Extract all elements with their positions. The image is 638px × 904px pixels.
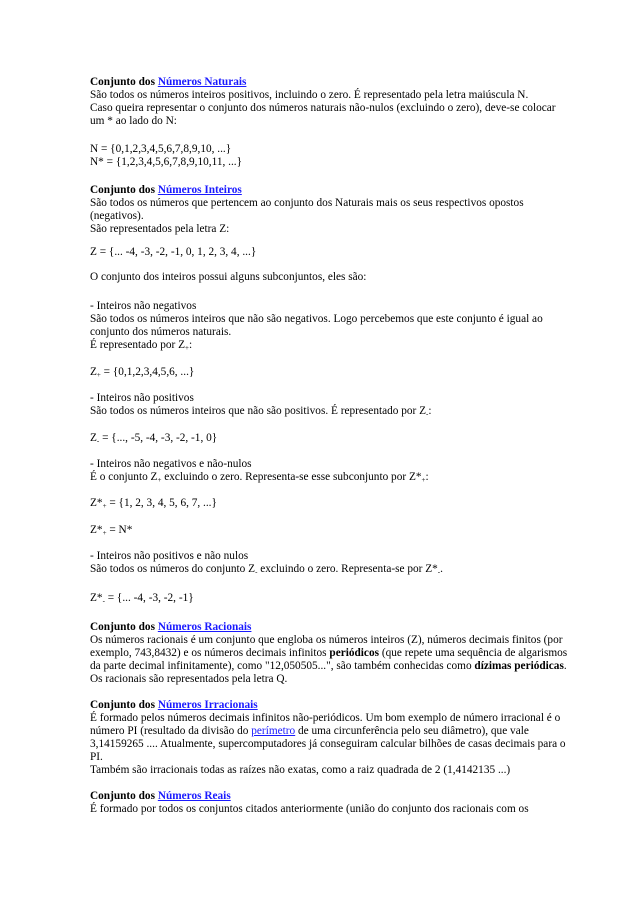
paragraph-line: Os racionais são representados pela letra Q. bbox=[90, 673, 288, 685]
paragraph-line: conjunto dos números naturais. bbox=[90, 326, 232, 338]
paragraph-line: Também são irracionais todas as raízes não exatas, como a raiz quadrada de 2 (1,4142135 ...) bbox=[90, 764, 511, 776]
link-numeros-reais[interactable]: Números Reais bbox=[157, 790, 231, 802]
text: É representado por Z bbox=[90, 339, 186, 351]
paragraph-line bbox=[90, 339, 192, 352]
paragraph-line bbox=[90, 647, 567, 660]
paragraph-line: Caso queira representar o conjunto dos números naturais não-nulos (excluindo o zero), deve-se colocar bbox=[90, 102, 556, 114]
text: número PI (resultado da divisão do bbox=[90, 725, 252, 737]
paragraph-line bbox=[90, 725, 529, 738]
paragraph-line: um * ao lado do N: bbox=[90, 115, 177, 127]
subscript: - bbox=[102, 597, 105, 605]
bold-term: periódicos bbox=[329, 647, 379, 659]
paragraph-line bbox=[90, 471, 429, 484]
text: . bbox=[563, 660, 567, 672]
heading-text: Conjunto dos bbox=[90, 621, 155, 633]
bold-term: dízimas periódicas bbox=[474, 660, 564, 672]
paragraph-line: São todos os números que pertencem ao conjunto dos Naturais mais os seus respectivos opostos bbox=[90, 197, 524, 209]
formula-line: N* = {1,2,3,4,5,6,7,8,9,10,11, ...} bbox=[90, 156, 243, 168]
text: excluindo o zero. Representa-se esse subconjunto por Z* bbox=[161, 471, 422, 483]
paragraph-line: PI. bbox=[90, 751, 103, 763]
text: São todos os números do conjunto Z bbox=[90, 563, 256, 575]
section-heading-reais bbox=[90, 790, 231, 803]
text: Z* bbox=[90, 524, 103, 536]
subscript: + bbox=[102, 529, 107, 537]
text: : bbox=[189, 339, 193, 351]
subscript: - bbox=[437, 568, 441, 576]
paragraph-line: Os números racionais é um conjunto que engloba os números inteiros (Z), números decimais finitos (por bbox=[90, 634, 563, 646]
text: Z* bbox=[90, 497, 103, 509]
text: Z* bbox=[90, 592, 103, 604]
subscript: - bbox=[96, 437, 100, 445]
subscript: + bbox=[185, 344, 189, 352]
heading-text: Conjunto dos bbox=[90, 184, 155, 196]
subset-title: - Inteiros não negativos e não-nulos bbox=[90, 458, 252, 470]
subset-title: - Inteiros não negativos bbox=[90, 300, 197, 312]
text: É o conjunto Z bbox=[90, 471, 158, 483]
subscript: - bbox=[255, 568, 258, 576]
text: da parte decimal infinitamente), como "12,050505...", são também conhecidas como bbox=[90, 660, 475, 672]
formula-line bbox=[90, 366, 194, 379]
heading-text: Conjunto dos bbox=[90, 76, 155, 88]
text: São todos os números inteiros que não são positivos. É representado por Z bbox=[90, 405, 427, 417]
subset-title: - Inteiros não positivos bbox=[90, 392, 194, 404]
formula-line bbox=[90, 432, 217, 445]
text: = {..., -5, -4, -3, -2, -1, 0} bbox=[99, 432, 218, 444]
text: de uma circunferência pelo seu diâmetro), que vale bbox=[295, 725, 529, 737]
link-numeros-inteiros[interactable]: Números Inteiros bbox=[157, 184, 242, 196]
subscript: + bbox=[157, 476, 162, 484]
heading-text: Conjunto dos bbox=[90, 790, 155, 802]
link-numeros-naturais[interactable]: Números Naturais bbox=[157, 76, 247, 88]
subscript: + bbox=[102, 502, 107, 510]
text: = {0,1,2,3,4,5,6, ...} bbox=[100, 366, 195, 378]
paragraph-line: (negativos). bbox=[90, 210, 144, 222]
text: (que repete uma sequência de algarismos bbox=[379, 647, 568, 659]
heading-text: Conjunto dos bbox=[90, 699, 155, 711]
formula-line: Z = {... -4, -3, -2, -1, 0, 1, 2, 3, 4, ...} bbox=[90, 246, 257, 258]
paragraph-line: É formado por todos os conjuntos citados anteriormente (união do conjunto dos racionais com os bbox=[90, 803, 529, 815]
section-heading-racionais bbox=[90, 621, 251, 634]
link-numeros-racionais[interactable]: Números Racionais bbox=[157, 621, 252, 633]
subscript: + bbox=[96, 371, 101, 379]
section-heading-irracionais bbox=[90, 699, 258, 712]
text: Z bbox=[90, 366, 97, 378]
text: excluindo o zero. Representa-se por Z* bbox=[257, 563, 438, 575]
paragraph-line: São todos os números inteiros positivos, incluindo o zero. É representado pela letra maiúscula N. bbox=[90, 89, 529, 101]
section-heading-naturais bbox=[90, 76, 246, 89]
text: . bbox=[440, 563, 443, 575]
link-perimetro[interactable]: perímetro bbox=[251, 725, 296, 737]
formula-line bbox=[90, 497, 217, 510]
paragraph-line: O conjunto dos inteiros possui alguns subconjuntos, eles são: bbox=[90, 271, 367, 283]
text: = {1, 2, 3, 4, 5, 6, 7, ...} bbox=[106, 497, 217, 509]
paragraph-line: São todos os números inteiros que não são negativos. Logo percebemos que este conjunto é igual ao bbox=[90, 313, 543, 325]
subset-title: - Inteiros não positivos e não nulos bbox=[90, 550, 249, 562]
formula-line bbox=[90, 524, 132, 537]
paragraph-line bbox=[90, 660, 567, 673]
paragraph-line: São representados pela letra Z: bbox=[90, 223, 230, 235]
paragraph-line: 3,14159265 .... Atualmente, supercomputadores já conseguiram calcular bilhões de casas decimais para o bbox=[90, 738, 566, 750]
paragraph-line: É formado pelos números decimais infinitos não-periódicos. Um bom exemplo de número irracional é o bbox=[90, 712, 561, 724]
formula-line: N = {0,1,2,3,4,5,6,7,8,9,10, ...} bbox=[90, 143, 232, 155]
paragraph-line bbox=[90, 405, 432, 418]
formula-line bbox=[90, 592, 194, 605]
subscript: + bbox=[421, 476, 426, 484]
text: = N* bbox=[106, 524, 133, 536]
subscript: - bbox=[426, 410, 429, 418]
section-heading-inteiros bbox=[90, 184, 242, 197]
text: : bbox=[425, 471, 429, 483]
text: : bbox=[428, 405, 432, 417]
text: = {... -4, -3, -2, -1} bbox=[104, 592, 194, 604]
text: Z bbox=[90, 432, 97, 444]
text: exemplo, 743,8432) e os números decimais infinitos bbox=[90, 647, 330, 659]
paragraph-line bbox=[90, 563, 443, 576]
link-numeros-irracionais[interactable]: Números Irracionais bbox=[157, 699, 258, 711]
